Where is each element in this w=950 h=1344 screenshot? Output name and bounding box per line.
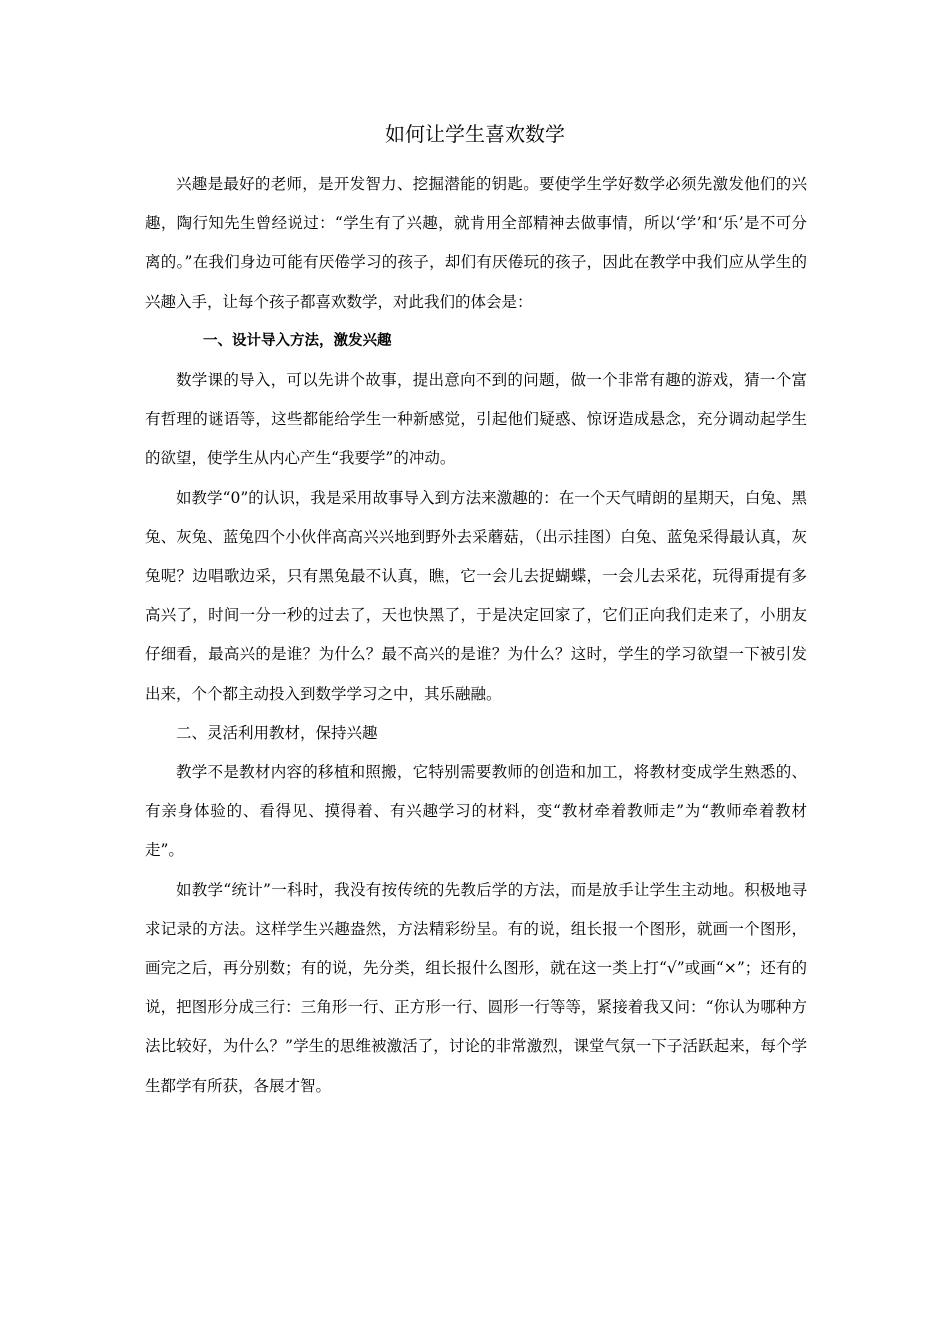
- document-body: [145, 165, 807, 1106]
- paragraph-statistics-example: 如教学“统计”一科时，我没有按传统的先教后学的方法，而是放手让学生主动地。积极地寻求记录的方法。这样学生兴趣盎然，方法精彩纷呈。有的说，组长报一个图形，就画一个图形，画完之后，再分别数；有的说，先分类，组长报什么图形，就在这一类上打“√”或画“×”；还有的说，把图形分成三行：三角形一行、正方形一行、圆形一行等等，紧接着我又问：“你认为哪种方法比较好，为什么？”学生的思维被激活了，讨论的非常激烈，课堂气氛一下子活跃起来，每个学生都学有所获，各展才智。: [145, 880, 807, 1095]
- document-title: 如何让学生喜欢数学: [385, 122, 565, 146]
- paragraph-intro-methods: 数学课的导入，可以先讲个故事，提出意向不到的问题，做一个非常有趣的游戏，猜一个富有哲理的谜语等，这些都能给学生一种新感觉，引起他们疑惑、惊讶造成悬念，充分调动起学生的欲望，使学生从内心产生“我要学”的冲动。: [145, 371, 807, 468]
- paragraph-textbook: 教学不是教材内容的移植和照搬，它特别需要教师的创造和加工，将教材变成学生熟悉的、有亲身体验的、看得见、摸得着、有兴趣学习的材料，变“教材牵着教师走”为“教师牵着教材走”。: [145, 763, 807, 860]
- paragraph-intro: 兴趣是最好的老师，是开发智力、挖掘潜能的钥匙。要使学生学好数学必须先激发他们的兴趣，陶行知先生曾经说过：“学生有了兴趣，就肯用全部精神去做事情，所以‘学’和‘乐’是不可分离的。”在我们身边可能有厌倦学习的孩子，却们有厌倦玩的孩子，因此在教学中我们应从学生的兴趣入手，让每个孩子都喜欢数学，对此我们的体会是：: [145, 175, 807, 311]
- paragraph-zero-example: 如教学“0”的认识，我是采用故事导入到方法来激趣的：在一个天气晴朗的星期天，白兔、黑兔、灰兔、蓝兔四个小伙伴高高兴兴地到野外去采蘑菇，（出示挂图）白兔、蓝兔采得最认真，灰兔呢？边唱歌边采，只有黑兔最不认真，瞧，它一会儿去捉蝴蝶，一会儿去采花，玩得甭提有多高兴了，时间一分一秒的过去了，天也快黑了，于是决定回家了，它们正向我们走来了，小朋友仔细看，最高兴的是谁？为什么？最不高兴的是谁？为什么？这时，学生的学习欲望一下被引发出来，个个都主动投入到数学学习之中，其乐融融。: [145, 488, 807, 703]
- section-heading-1: 一、设计导入方法，激发兴趣: [203, 332, 392, 349]
- section-heading-2: 二、灵活利用教材，保持兴趣: [176, 723, 378, 742]
